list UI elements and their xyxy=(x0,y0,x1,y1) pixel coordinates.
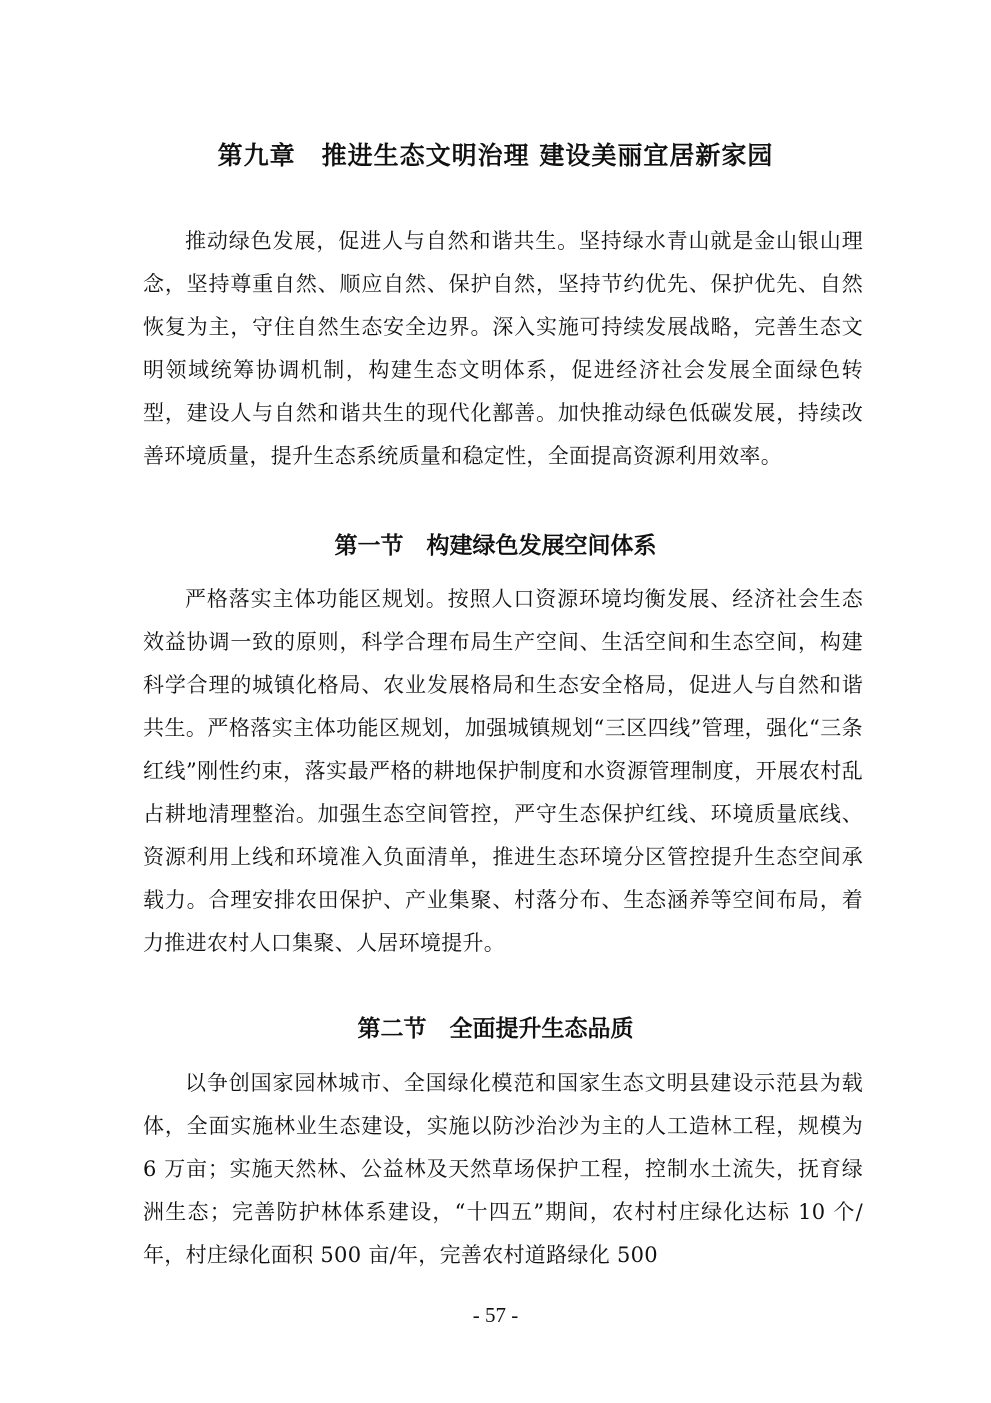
page-number: - 57 - xyxy=(472,1303,519,1327)
section-2-paragraph: 以争创国家园林城市、全国绿化模范和国家生态文明县建设示范县为载体，全面实施林业生态建设，实施以防沙治沙为主的人工造林工程，规模为 6 万亩；实施天然林、公益林及天然草场保护工程，控制水土流失，抚育绿洲生态；完善防护林体系建设，“十四五”期间，农村村庄绿化达标 10 个/年，村庄绿化面积 500 亩/年，完善农村道路绿化 500 xyxy=(143,1071,863,1267)
section-1-paragraph: 严格落实主体功能区规划。按照人口资源环境均衡发展、经济社会生态效益协调一致的原则，科学合理布局生产空间、生活空间和生态空间，构建科学合理的城镇化格局、农业发展格局和生态安全格局，促进人与自然和谐共生。严格落实主体功能区规划，加强城镇规划“三区四线”管理，强化“三条红线”刚性约束，落实最严格的耕地保护制度和水资源管理制度，开展农村乱占耕地清理整治。加强生态空间管控，严守生态保护红线、环境质量底线、资源利用上线和环境准入负面清单，推进生态环境分区管控提升生态空间承载力。合理安排农田保护、产业集聚、村落分布、生态涵养等空间布局，着力推进农村人口集聚、人居环境提升。 xyxy=(143,587,863,955)
section-1-title: 第一节 构建绿色发展空间体系 xyxy=(334,533,657,559)
section-2-title: 第二节 全面提升生态品质 xyxy=(357,1016,634,1042)
chapter-title: 第九章 推进生态文明治理 建设美丽宜居新家园 xyxy=(217,141,774,170)
chapter-intro-paragraph: 推动绿色发展，促进人与自然和谐共生。坚持绿水青山就是金山银山理念，坚持尊重自然、顺应自然、保护自然，坚持节约优先、保护优先、自然恢复为主，守住自然生态安全边界。深入实施可持续发展战略，完善生态文明领域统筹协调机制，构建生态文明体系，促进经济社会发展全面绿色转型，建设人与自然和谐共生的现代化鄯善。加快推动绿色低碳发展，持续改善环境质量，提升生态系统质量和稳定性，全面提高资源利用效率。 xyxy=(143,229,863,468)
